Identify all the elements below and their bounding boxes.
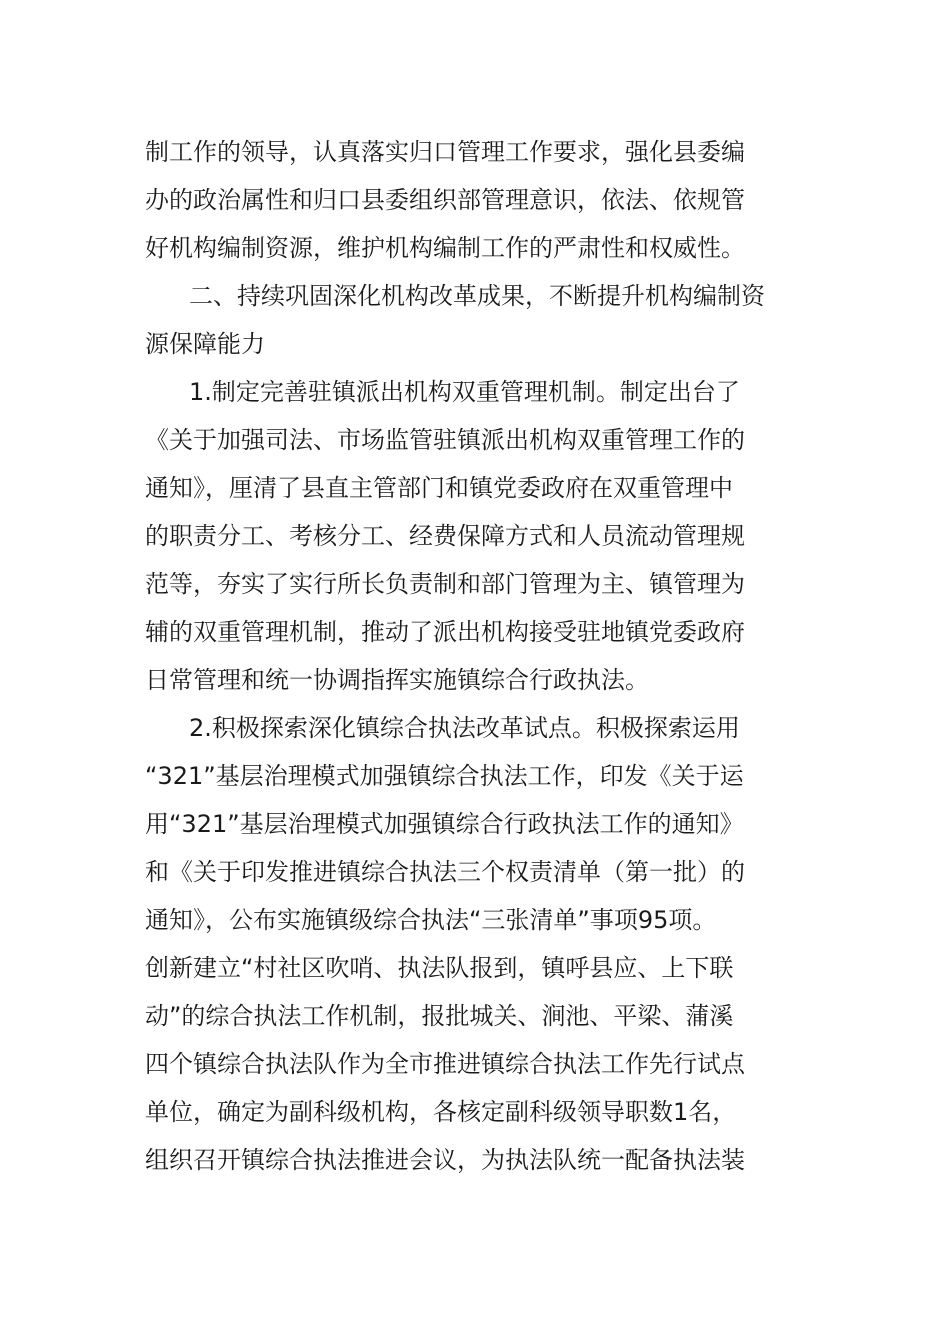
text-line: 通知》，厘清了县直主管部门和镇党委政府在双重管理中 [145,474,733,502]
text-line: 用“321”基层治理模式加强镇综合行政执法工作的通知》 [145,810,744,838]
text-line: 制工作的领导，认真落实归口管理工作要求，强化县委编 [145,138,745,166]
document-body [145,128,810,1184]
text-line: 范等，夯实了实行所长负责制和部门管理为主、镇管理为 [145,570,745,598]
text-line: 动”的综合执法工作机制，报批城关、涧池、平梁、蒲溪 [145,1002,734,1030]
text-line: 组织召开镇综合执法推进会议，为执法队统一配备执法装 [145,1146,745,1174]
text-line: 辅的双重管理机制，推动了派出机构接受驻地镇党委政府 [145,618,745,646]
text-line: 创新建立“村社区吹哨、执法队报到，镇呼县应、上下联 [145,954,734,982]
text-line: 的职责分工、考核分工、经费保障方式和人员流动管理规 [145,522,745,550]
text-line: 《关于加强司法、市场监管驻镇派出机构双重管理工作的 [145,426,745,454]
text-line: 日常管理和统一协调指挥实施镇综合行政执法。 [145,666,649,694]
text-line: 四个镇综合执法队作为全市推进镇综合执法工作先行试点 [145,1050,745,1078]
section-heading-line: 二、持续巩固深化机构改革成果，不断提升机构编制资 [189,282,765,310]
text-line: 好机构编制资源，维护机构编制工作的严肃性和权威性。 [145,234,745,262]
text-line: 办的政治属性和归口县委组织部管理意识，依法、依规管 [145,186,745,214]
paragraph-start-line: 1.制定完善驻镇派出机构双重管理机制。制定出台了 [189,378,740,406]
text-line: 通知》，公布实施镇级综合执法“三张清单”事项95项。 [145,906,717,934]
text-line: 单位，确定为副科级机构，各核定副科级领导职数1名， [145,1098,737,1126]
text-line: 和《关于印发推进镇综合执法三个权责清单（第一批）的 [145,858,745,886]
section-heading-line: 源保障能力 [145,330,265,358]
paragraph-start-line: 2.积极探索深化镇综合执法改革试点。积极探索运用 [189,714,740,742]
text-line: “321”基层治理模式加强镇综合执法工作，印发《关于运 [145,762,744,790]
